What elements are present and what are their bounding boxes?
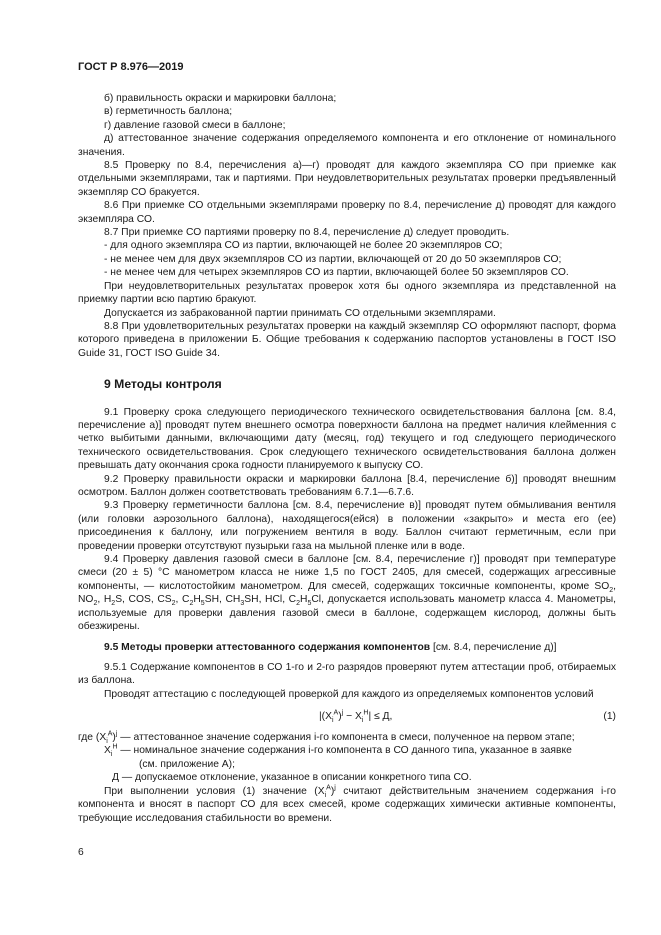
section-heading-9: 9 Методы контроля xyxy=(104,377,222,392)
clause-9-3: 9.3 Проверку герметичности баллона [см. 8.4, перечисление в)] проводят путем обмыливания вентиля (или головки аэрозольного баллона), находящегося(ейся) в положении «закрыто» и места его (ее) присоединения к баллону, или погружением вентиля в воду. Баллон считают герметичным, если при проведении проверки отсутствуют пузырьки газа на мыльной пленке или в воде. xyxy=(78,500,616,552)
section-heading-9-5: 9.5 Методы проверки аттестованного содержания компонентов [см. 8.4, перечисление д)] xyxy=(104,642,557,654)
clause-8-5: 8.5 Проверку по 8.4, перечисления а)—г) проводят для каждого экземпляра СО при приемке как отдельными экземплярами, так и партиями. При неудовлетворительных результатах проверки предъявленный экземпляр СО бракуется. xyxy=(78,160,616,198)
dash-item-1: - для одного экземпляра СО из партии, включающей не более 20 экземпляров СО; xyxy=(104,240,503,252)
clause-8-8: 8.8 При удовлетворительных результатах проверки на каждый экземпляр СО оформляют паспорт, форма которого приведена в приложении Б. Общие требования к содержанию паспортов установлены в ГОСТ ISO Guide 31, ГОСТ ISO Guide 34. xyxy=(78,320,616,359)
document-body xyxy=(78,92,616,825)
formula-expression: $|(X_i^A)^j - X_i^H| \le Д$, xyxy=(319,709,393,725)
document-header: ГОСТ Р 8.976—2019 xyxy=(78,61,184,73)
paragraph-allowed: Допускается из забракованной партии принимать СО отдельными экземплярами. xyxy=(104,307,496,319)
where-line-1: где $(X_i^A)^j$ — аттестованное значение содержания i-го компонента в смеси, полученное на первом этапе; xyxy=(78,730,575,746)
clause-9-5-1: 9.5.1 Содержание компонентов в СО 1-го и 2-го разрядов проверяют путем аттестации проб, отбираемых из баллона. xyxy=(78,661,616,687)
list-item-g: г) давление газовой смеси в баллоне; xyxy=(104,119,286,131)
paragraph-conditions: Проводят аттестацию с последующей проверкой для каждого из определяемых компонентов условий xyxy=(104,688,594,700)
formula-number: (1) xyxy=(603,711,616,723)
dash-item-3: - не менее чем для четырех экземпляров СО из партии, включающей более 50 экземпляров СО. xyxy=(104,267,569,279)
clause-8-6: 8.6 При приемке СО отдельными экземплярами проверку по 8.4, перечисление д) проводят для каждого экземпляра СО. xyxy=(78,200,616,225)
clause-9-4: 9.4 Проверку давления газовой смеси в баллоне [см. 8.4, перечисление г)] проводят при температуре смеси (20 ± 5) °С манометром класса не ниже 1,5 по ГОСТ 2405, для смесей, содержащих агрессивные компоненты, — кислотостойким манометром. Для смесей, содержащих токсичные компоненты, кроме $SO_2$, $NO_2$, $H_2S$, COS, $CS_2$, $C_2H_5SH$, $CH_3SH$, HCl, $C_2H_5Cl$, допускается использовать манометр класса 4. Манометры, используемые для проверки давления газовой смеси в баллоне, содержащем кислород, должны быть обезжирены. xyxy=(78,554,616,633)
where-line-2: $X_i^H$ — номинальное значение содержания i-го компонента в СО данного типа, указанное в заявке xyxy=(104,744,572,759)
paragraph-reject: При неудовлетворительных результатах проверок хотя бы одного экземпляра из представленной на приемку партии всю партию бракуют. xyxy=(78,280,616,306)
list-item-b: б) правильность окраски и маркировки баллона; xyxy=(104,93,337,104)
where-line-3: Д — допускаемое отклонение, указанное в описании конкретного типа СО. xyxy=(112,772,472,784)
dash-item-2: - не менее чем для двух экземпляров СО из партии, включающей от 20 до 50 экземпляров СО; xyxy=(104,253,562,265)
where-line-2-cont: (см. приложение А); xyxy=(139,758,235,770)
formula-1 xyxy=(78,707,616,727)
clause-8-7: 8.7 При приемке СО партиями проверку по 8.4, перечисление д) следует проводить. xyxy=(104,227,510,239)
clause-9-2: 9.2 Проверку правильности окраски и маркировки баллона [8.4, перечисление б)] проводят внешним осмотром. Баллон должен соответствовать требованиям 6.7.1—6.7.6. xyxy=(78,473,616,498)
list-item-v: в) герметичность баллона; xyxy=(104,106,233,118)
clause-9-1: 9.1 Проверку срока следующего периодического технического освидетельствования баллона [см. 8.4, перечисление а)] проводят путем внешнего осмотра поверхности баллона на предмет наличия клейменния с четко выбитыми данными, включающими дату (месяц, год) текущего и год следующего периодического технического освидетельствования. Срок следующего технического освидетельствования баллона должен превышать дату окончания срока годности планируемого к выпуску СО. xyxy=(78,406,616,472)
paragraph-final: При выполнении условия (1) значение $(X_i^A)^j$ считают действительным значением содержания i-го компонента и вносят в паспорт СО для всех смесей, кроме содержащих химически активные компоненты, требующие исследования стабильности во времени. xyxy=(78,784,616,824)
page-number: 6 xyxy=(78,847,84,858)
list-item-d: д) аттестованное значение содержания определяемого компонента и его отклонение от номинального значения. xyxy=(78,133,616,158)
